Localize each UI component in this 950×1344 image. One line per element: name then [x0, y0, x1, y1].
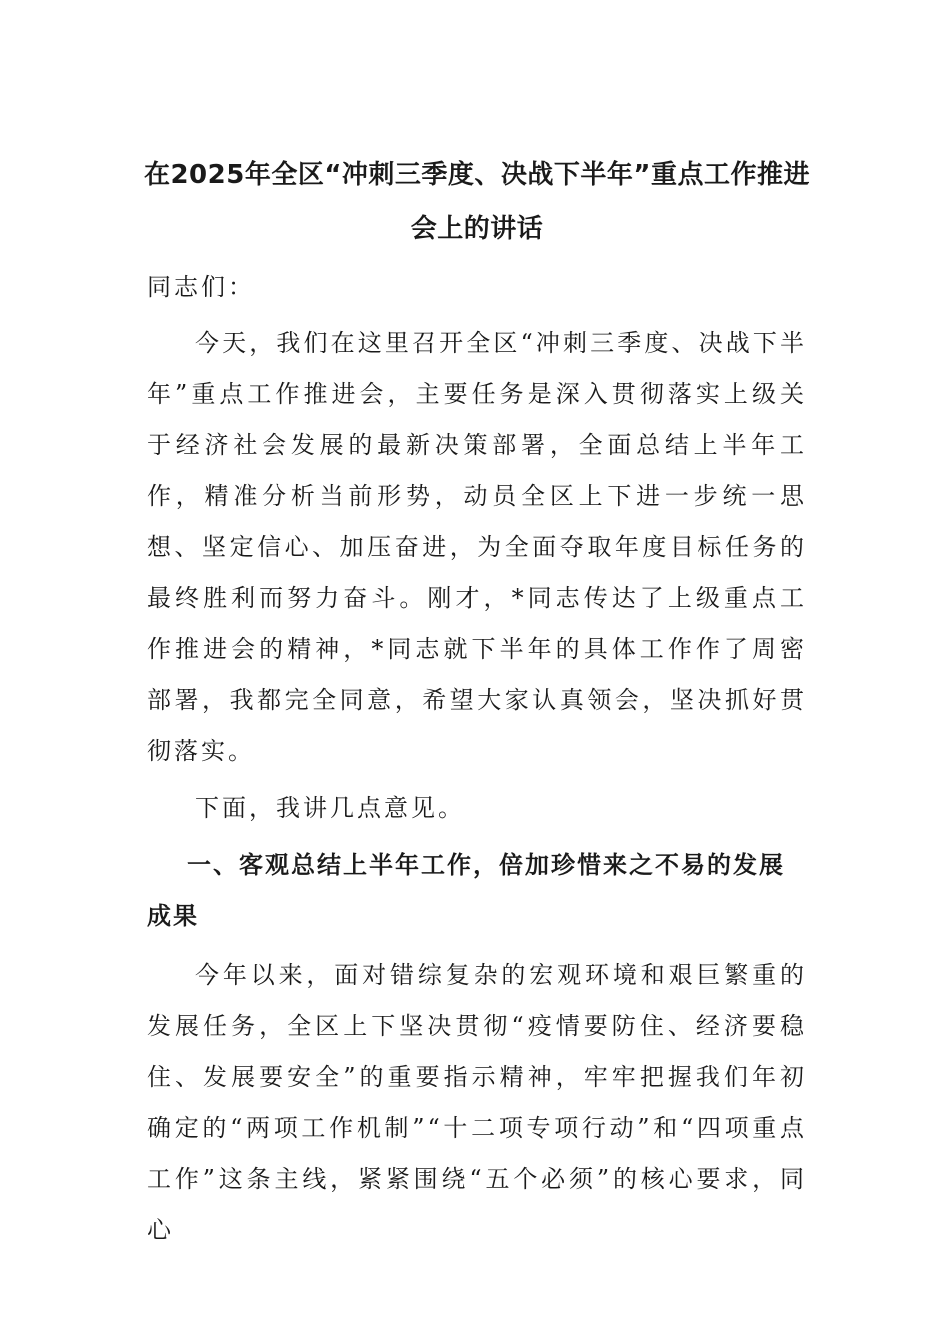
paragraph-transition: 下面，我讲几点意见。 — [195, 794, 465, 822]
document-body — [143, 148, 811, 1262]
paragraph-opening: 今天，我们在这里召开全区“冲刺三季度、决战下半年”重点工作推进会，主要任务是深入贯彻落实上级关于经济社会发展的最新决策部署，全面总结上半年工作，精准分析当前形势，动员全区上下进一步统一思想、坚定信心、加压奋进，为全面夺取年度目标任务的最终胜利而努力奋斗。刚才，*同志传达了上级重点工作推进会的精神，*同志就下半年的具体工作作了周密部署，我都完全同意，希望大家认真领会，坚决抓好贯彻落实。 — [147, 329, 807, 765]
paragraph-section-1: 今年以来，面对错综复杂的宏观环境和艰巨繁重的发展任务，全区上下坚决贯彻“疫情要防住、经济要稳住、发展要安全”的重要指示精神，牢牢把握我们年初确定的“两项工作机制”“十二项专项行动”和“四项重点工作”这条主线，紧紧围绕“五个必须”的核心要求，同心 — [147, 961, 807, 1244]
title-line-2: 会上的讲话 — [410, 214, 544, 244]
salutation: 同志们： — [147, 273, 255, 301]
title-line-1: 在2025年全区“冲刺三季度、决战下半年”重点工作推进 — [143, 160, 811, 190]
section-heading-1: 一、客观总结上半年工作，倍加珍惜来之不易的发展成果 — [147, 851, 785, 930]
document-title — [135, 148, 819, 256]
